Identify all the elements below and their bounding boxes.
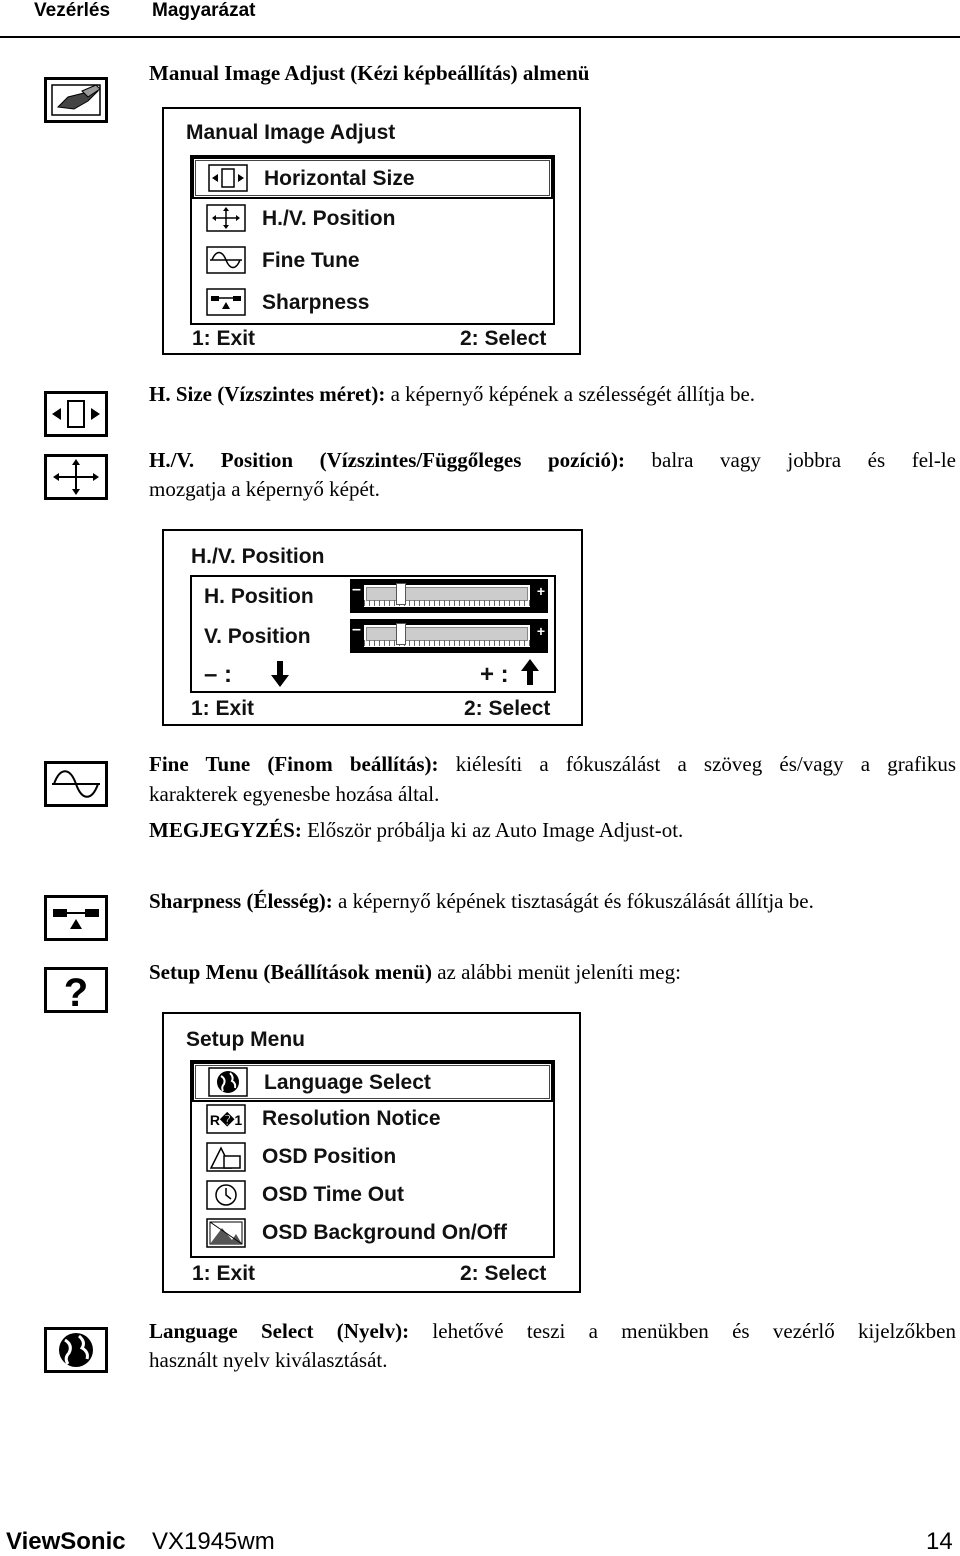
hv-position-icon — [44, 454, 108, 500]
hvpos-paragraph-line1 — [149, 446, 956, 475]
osd-item-label: Sharpness — [262, 291, 370, 314]
hvpos-desc2: mozgatja a képernyő képét. — [149, 477, 380, 501]
note-desc: Először próbálja ki az Auto Image Adjust-ot. — [307, 818, 684, 842]
h-position-thumb[interactable] — [396, 583, 406, 605]
hsize-term: H. Size (Vízszintes méret): — [149, 382, 386, 406]
resolution-notice-icon — [206, 1104, 246, 1134]
horizontal-size-icon — [208, 163, 248, 193]
osd-setup-title: Setup Menu — [186, 1028, 305, 1051]
osd-item-sharpness[interactable] — [192, 283, 553, 323]
osd-item-label: Fine Tune — [262, 249, 360, 272]
hsize-desc: a képernyő képének a szélességét állítja be. — [390, 382, 756, 406]
osd-position-select: 2: Select — [464, 697, 551, 720]
up-arrow-icon — [520, 659, 540, 685]
finetune-term: Fine Tune (Finom beállítás): — [149, 752, 439, 776]
osd-item-label: Resolution Notice — [262, 1107, 441, 1130]
note-term: MEGJEGYZÉS: — [149, 818, 302, 842]
sharpness-icon — [206, 287, 246, 317]
language-term: Language Select (Nyelv): — [149, 1319, 410, 1343]
header-rule — [0, 36, 960, 38]
osd-manual-image-adjust — [162, 107, 581, 355]
osd-item-label: H./V. Position — [262, 207, 396, 230]
v-position-slider[interactable] — [350, 619, 548, 653]
osd-position-exit: 1: Exit — [191, 697, 255, 720]
osd-manual-select: 2: Select — [460, 327, 547, 350]
h-minus: – — [352, 581, 361, 598]
note-paragraph — [149, 816, 956, 845]
sharpness-desc: a képernyő képének tisztaságát és fókuszálását állítja be. — [338, 889, 814, 913]
osd-item-language-select[interactable] — [192, 1062, 553, 1102]
sharpness-paragraph — [149, 887, 956, 916]
sharpness-icon — [44, 895, 108, 941]
sharpness-term: Sharpness (Élesség): — [149, 889, 333, 913]
fine-tune-icon — [206, 245, 246, 275]
footer-brand: ViewSonic — [6, 1528, 126, 1555]
h-position-slider[interactable] — [350, 579, 548, 613]
osd-item-fine-tune[interactable] — [192, 241, 553, 281]
resolution-icon-text: R�1 — [209, 1112, 243, 1128]
osd-position-panel — [190, 575, 556, 693]
horizontal-size-icon — [44, 391, 108, 437]
osd-manual-title: Manual Image Adjust — [186, 121, 396, 144]
setup-paragraph — [149, 958, 956, 987]
finetune-desc1: kiélesíti a fókuszálást a szöveg és/vagy a grafikus — [455, 752, 957, 776]
osd-item-label: OSD Time Out — [262, 1183, 404, 1206]
plus-key-label: + : — [480, 661, 509, 688]
v-minus: – — [352, 621, 361, 638]
osd-manual-menu — [190, 155, 555, 325]
hsize-paragraph — [149, 380, 956, 409]
globe-icon — [44, 1327, 108, 1373]
osd-setup-select: 2: Select — [460, 1262, 547, 1285]
v-position-label: V. Position — [204, 625, 311, 648]
finetune-desc2: karakterek egyenesbe hozása által. — [149, 782, 440, 806]
osd-item-resolution-notice[interactable] — [192, 1100, 553, 1138]
setup-help-icon — [44, 967, 108, 1013]
osd-hv-position — [162, 529, 583, 726]
osd-item-osd-position[interactable] — [192, 1138, 553, 1176]
osd-setup-list — [190, 1060, 555, 1258]
osd-item-osd-time-out[interactable] — [192, 1176, 553, 1214]
osd-setup-exit: 1: Exit — [192, 1262, 256, 1285]
language-desc1: lehetővé teszi a menükben és vezérlő kijelzőkben — [432, 1319, 956, 1343]
osd-position-icon — [206, 1142, 246, 1172]
h-plus: + — [536, 583, 545, 599]
osd-position-title: H./V. Position — [191, 545, 325, 568]
hv-position-icon — [206, 203, 246, 233]
finetune-paragraph-line1 — [149, 750, 956, 779]
osd-item-hv-position[interactable] — [192, 199, 553, 239]
osd-item-label: Language Select — [264, 1071, 431, 1094]
footer-model: VX1945wm — [152, 1528, 275, 1555]
osd-item-label: Horizontal Size — [264, 167, 415, 190]
setup-desc: az alábbi menüt jeleníti meg: — [437, 960, 681, 984]
hvpos-desc1: balra vagy jobbra és fel-le — [651, 448, 957, 472]
osd-item-label: OSD Position — [262, 1145, 397, 1168]
header-col-explanation: Magyarázat — [152, 0, 256, 21]
footer-page-number: 14 — [926, 1528, 953, 1555]
language-desc2: használt nyelv kiválasztását. — [149, 1348, 388, 1372]
osd-item-label: OSD Background On/Off — [262, 1221, 508, 1244]
setup-term: Setup Menu (Beállítások menü) — [149, 960, 432, 984]
header-col-controls: Vezérlés — [34, 0, 111, 21]
v-plus: + — [536, 623, 545, 639]
osd-item-horizontal-size[interactable] — [192, 157, 553, 199]
osd-item-osd-background[interactable] — [192, 1214, 553, 1252]
globe-icon — [208, 1067, 248, 1097]
osd-manual-exit: 1: Exit — [192, 327, 256, 350]
down-arrow-icon — [270, 661, 290, 687]
hvpos-term: H./V. Position (Vízszintes/Függőleges pozíció): — [149, 448, 625, 472]
manual-adjust-icon — [44, 77, 108, 123]
osd-background-icon — [206, 1218, 246, 1248]
manual-adjust-heading: Manual Image Adjust (Kézi képbeállítás) almenü — [149, 61, 590, 85]
h-position-label: H. Position — [204, 585, 314, 608]
minus-key-label: – : — [204, 661, 233, 688]
osd-setup-menu — [162, 1012, 581, 1293]
clock-icon — [206, 1180, 246, 1210]
help-icon-glyph: ? — [63, 971, 89, 1013]
language-paragraph-line1 — [149, 1317, 956, 1346]
fine-tune-icon — [44, 761, 108, 807]
v-position-thumb[interactable] — [396, 623, 406, 645]
